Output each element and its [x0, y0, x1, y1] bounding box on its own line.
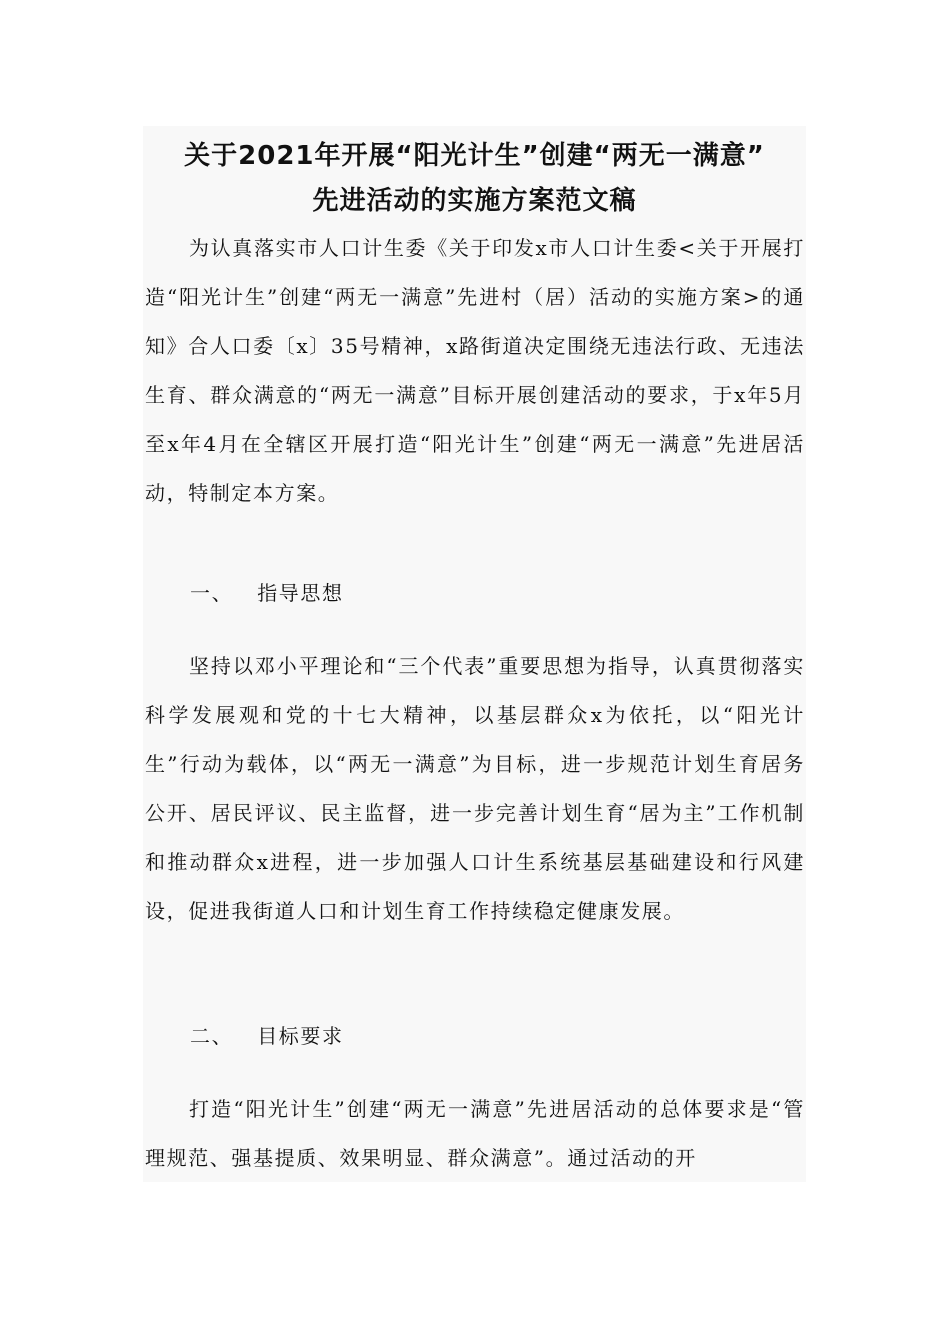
section-2-title: 目标要求: [257, 1024, 344, 1048]
document-title-line-1: 关于2021年开展“阳光计生”创建“两无一满意”: [184, 141, 765, 171]
section-2-heading: [190, 1012, 344, 1061]
section-1-number: 一、: [190, 581, 234, 605]
document-title-line-2: 先进活动的实施方案范文稿: [312, 186, 637, 216]
section-1-title: 指导思想: [257, 581, 344, 605]
intro-paragraph: 为认真落实市人口计生委《关于印发x市人口计生委<关于开展打造“阳光计生”创建“两无一满意”先进村（居）活动的实施方案>的通知》合人口委〔x〕35号精神，x路街道决定围绕无违法行政、无违法生育、群众满意的“两无一满意”目标开展创建活动的要求，于x年5月至x年4月在全辖区开展打造“阳光计生”创建“两无一满意”先进居活动，特制定本方案。: [145, 236, 805, 505]
section-2-paragraph: 打造“阳光计生”创建“两无一满意”先进居活动的总体要求是“管理规范、强基提质、效果明显、群众满意”。通过活动的开: [145, 1097, 805, 1170]
section-1-heading: [190, 569, 344, 618]
section-1-paragraph: 坚持以邓小平理论和“三个代表”重要思想为指导，认真贯彻落实科学发展观和党的十七大精神，以基层群众x为依托，以“阳光计生”行动为载体，以“两无一满意”为目标，进一步规范计划生育居务公开、居民评议、民主监督，进一步完善计划生育“居为主”工作机制和推动群众x进程，进一步加强人口计生系统基层基础建设和行风建设，促进我街道人口和计划生育工作持续稳定健康发展。: [145, 654, 805, 923]
section-2-number: 二、: [190, 1024, 234, 1048]
